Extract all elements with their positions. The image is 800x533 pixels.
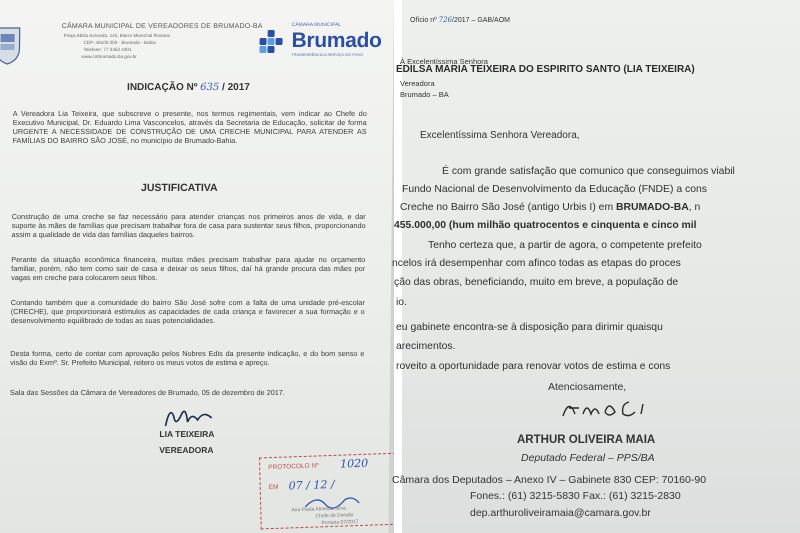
oficio-suffix: /2017 – GAB/AOM xyxy=(452,17,510,24)
chamber-cep: CEP: 46100.000 · Brumado - Bahia xyxy=(83,40,156,45)
chamber-name: CÂMARA MUNICIPAL DE VEREADORES DE BRUMADO-BA xyxy=(61,23,263,30)
closing-paragraph: Desta forma, certo de contar com aprovação pelos Nobres Edis da presente indicação, e do bom senso e visão do Exmº. Sr. Prefeito Municipal, reitero os meus votos de estima e apreço. xyxy=(10,349,365,367)
addressee-name: EDILSA MARIA TEIXEIRA DO ESPIRITO SANTO (LIA TEIXEIRA) xyxy=(396,64,695,75)
body-line: arecimentos. xyxy=(396,341,456,352)
chamber-address: Praça Abílio Azevedo, 145, Bairro Marechal Floriano xyxy=(63,33,171,38)
logo-caption: CÂMARA MUNICIPAL xyxy=(291,22,342,28)
oficio-document xyxy=(392,0,800,533)
stamp-name: Ana Paula Almeida Silva xyxy=(291,505,346,514)
body-line: roveito a oportunidade para renovar votos de estima e cons xyxy=(396,361,671,372)
office-address: Câmara dos Deputados – Anexo IV – Gabinete 830 CEP: 70160-90 xyxy=(392,474,707,486)
greeting: Excelentíssima Senhora Vereadora, xyxy=(420,130,580,141)
deputy-name: ARTHUR OLIVEIRA MAIA xyxy=(517,434,656,446)
protocol-stamp xyxy=(259,453,403,530)
protocol-date: 07 / 12 / xyxy=(288,477,335,493)
brumado-logo-icon xyxy=(257,30,287,58)
justification-paragraph-3: Contando também que a comunidade do bairro São José sofre com a falta de uma unidade pré-escolar (CRECHE), que proporcionará estímulos as capacidades de cada criança e favorecer a sua formação e o desenvolvimento equilibrado de todas as suas potencialidades. xyxy=(10,298,365,325)
protocol-number: 1020 xyxy=(340,456,369,471)
indicacao-year: / 2017 xyxy=(222,82,250,93)
addressee-city: Brumado – BA xyxy=(400,90,449,99)
body-line: ção das obras, beneficiando, muito em breve, a população de xyxy=(394,277,679,288)
body-line: Fundo Nacional de Desenvolvimento da Educação (FNDE) a cons xyxy=(402,184,707,195)
indicacao-number: 635 xyxy=(200,82,220,93)
indicacao-label: INDICAÇÃO Nº xyxy=(127,82,198,93)
oficio-number: 726 xyxy=(438,16,453,24)
body-line-amount: 455.000,00 (hum milhão quatrocentos e cinquenta e cinco mil xyxy=(394,220,697,231)
logo-tagline: TRANSPARÊNCIA A SERVIÇO DO POVO xyxy=(291,53,364,57)
chamber-phone: Telefone: 77 3453 4401 xyxy=(83,47,132,52)
body-line: ncelos irá desempenhar com afinco todas as etapas do proces xyxy=(392,258,681,269)
justification-paragraph-2: Perante da situação econômica financeira, muitas mães precisam trabalhar para ajudar no orçamento familiar, porém, não tem como sair de casa e deixar os seus filhos, daí há grande procura das mães por vagas em creche para colocarem seus filhos. xyxy=(11,255,366,282)
protocol-label: PROTOCOLO Nº xyxy=(268,462,319,472)
office-email: dep.arthuroliveiramaia@camara.gov.br xyxy=(470,507,651,519)
session-date-paragraph: Sala das Sessões da Câmara de Vereadores de Brumado, 05 de dezembro de 2017. xyxy=(9,388,285,397)
oficio-heading xyxy=(410,16,510,24)
signer-name: LIA TEIXEIRA xyxy=(159,429,215,439)
handwritten-signature-icon xyxy=(559,394,669,422)
stamp-role: Chefe de Divisão xyxy=(315,512,354,520)
indication-paragraph: A Vereadora Lia Teixeira, que subscreve o presente, nos termos regimentais, vem indicar ao Chefe do Executivo Municipal, Dr. Eduardo Lima Vasconcelos, através da Secretaria de Educação, solicitar de forma URGENTE A NECESSIDADE DE CONSTRUÇÃO DE UMA CRECHE MUNICIPAL PARA ATENDER AS FAMÍLIAS DO BAIRRO SÃO JOSÉ, no município de Brumado-Bahia. xyxy=(12,109,367,145)
indicacao-heading xyxy=(127,82,250,93)
indicacao-document xyxy=(0,0,394,533)
body-line xyxy=(400,202,700,213)
addressee-role: Vereadora xyxy=(400,79,435,88)
handwritten-signature-icon xyxy=(155,402,215,432)
justificativa-title: JUSTIFICATIVA xyxy=(140,182,218,194)
chamber-website: www.cmbrumado.ba.gov.br xyxy=(81,54,137,59)
justification-paragraph-1: Construção de uma creche se faz necessário para atender crianças nos primeiros anos de vida, e dar suporte às mães de famílias que precisam trabalhar fora de casa para sustentar seus filhos, proporcionando assim a qualidade de vida das famílias daqueles bairros. xyxy=(11,212,366,239)
stamp-portaria: Portaria 07/2017 xyxy=(321,519,359,527)
office-phones: Fones.: (61) 3215-5830 Fax.: (61) 3215-2830 xyxy=(470,490,681,502)
body-line: Tenho certeza que, a partir de agora, o competente prefeito xyxy=(428,240,702,251)
body-line: É com grande satisfação que comunico que conseguimos viabil xyxy=(442,166,735,177)
body-line-text: , n xyxy=(688,202,701,213)
body-line-city: BRUMADO-BA xyxy=(616,202,689,213)
salutation: À Excelentíssima Senhora xyxy=(400,57,488,66)
body-line-text: Creche no Bairro São José (antigo Urbis I) em xyxy=(400,202,616,213)
signer-title: VEREADORA xyxy=(159,445,214,455)
body-line: io. xyxy=(396,297,407,308)
municipal-crest-icon xyxy=(0,22,22,66)
logo-wordmark: Brumado xyxy=(291,29,382,52)
closing: Atenciosamente, xyxy=(548,381,627,393)
deputy-title: Deputado Federal – PPS/BA xyxy=(521,452,655,464)
body-line: eu gabinete encontra-se à disposição para dirimir quaisqu xyxy=(396,322,663,333)
oficio-prefix: Ofício nº xyxy=(410,17,437,24)
protocol-date-label: EM xyxy=(268,483,279,492)
